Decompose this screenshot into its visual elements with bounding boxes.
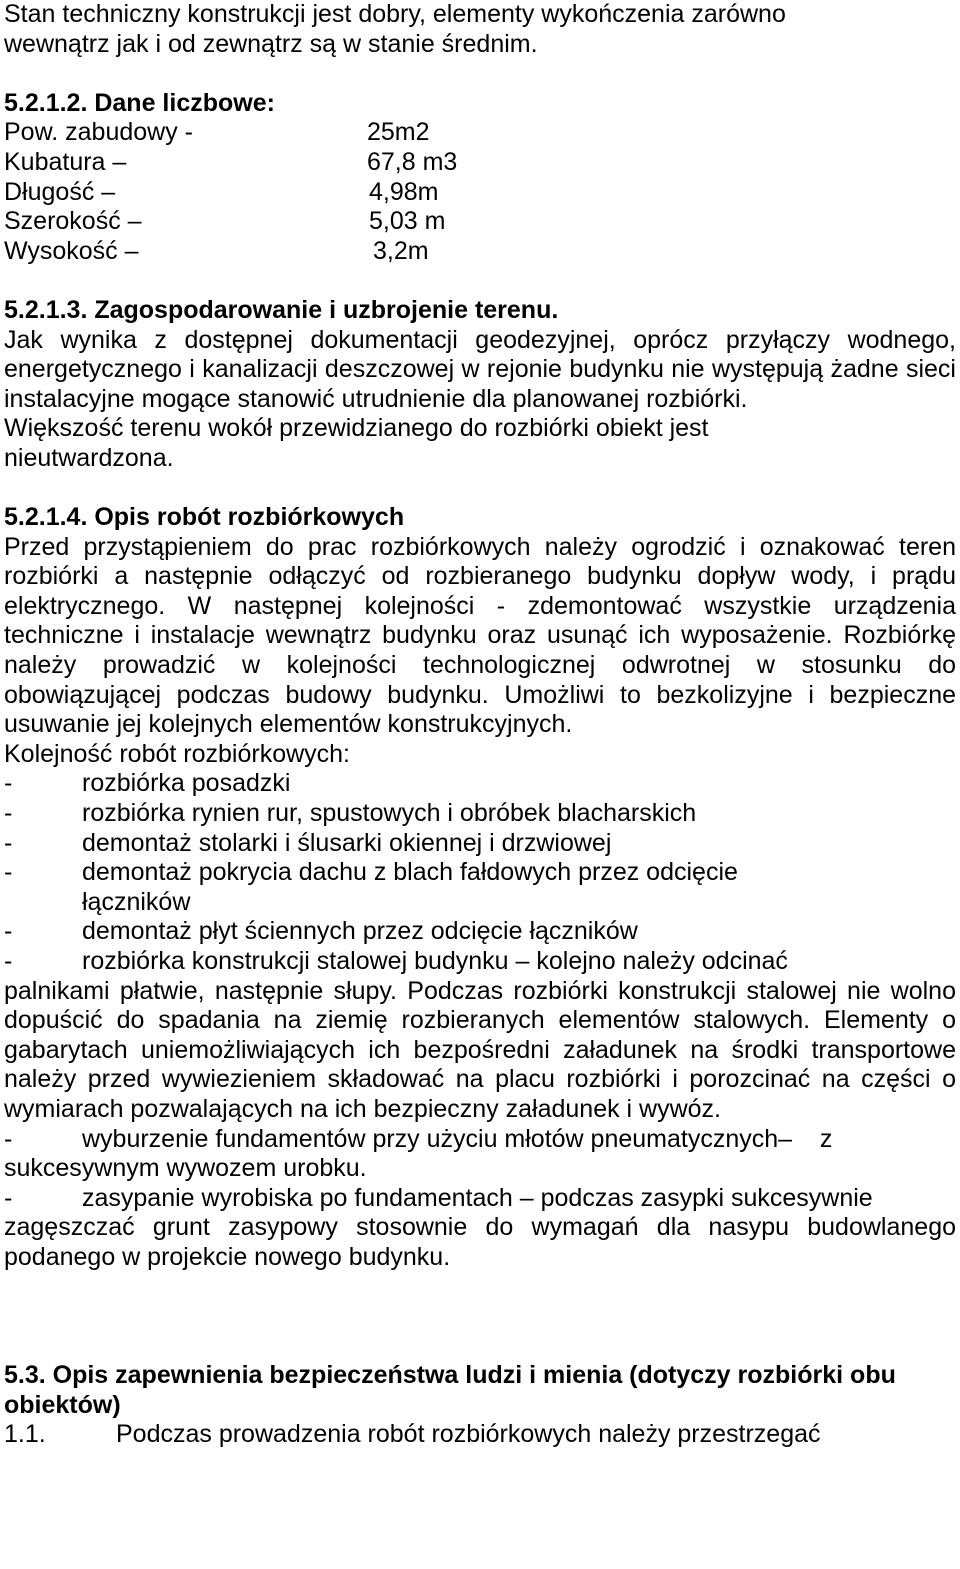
paragraph-teren-line-1: Większość terenu wokół przewidzianego do rozbiórki obiekt jest: [4, 414, 709, 443]
paragraph-opis-robot: Przed przystąpieniem do prac rozbiórkowych należy ogrodzić i oznakować teren rozbiórki a następnie odłączyć od rozbieranego budynku dopływ wody, i prądu elektrycznego. W następnej kolejności - zdemontować wszystkie urządzenia techniczne i instalacje wewnątrz budynku oraz usunąć ich wyposażenie. Rozbiórkę należy prowadzić w kolejności technologicznej odwrotnej w stosunku do obowiązującej podczas budowy budynku. Umożliwi to bezkolizyjne i bezpieczne usuwanie jej kolejnych elementów konstrukcyjnych.: [4, 532, 956, 739]
data-label: Wysokość –: [4, 236, 139, 265]
list-dash: -: [4, 947, 13, 975]
list-item-text: rozbiórka konstrukcji stalowej budynku – kolejno należy odcinać: [82, 947, 788, 975]
data-label: Długość –: [4, 177, 116, 206]
data-row: [4, 207, 956, 237]
list-item-text: rozbiórka posadzki: [82, 769, 291, 798]
document-page: [4, 0, 956, 1450]
list-item-text: demontaż płyt ściennych przez odcięcie łączników: [82, 917, 638, 946]
list-dash: -: [4, 799, 13, 828]
list-item: [4, 799, 956, 829]
data-label: Szerokość –: [4, 207, 142, 236]
list-item-continuation: zagęszczać grunt zasypowy stosownie do wymagań dla nasypu budowlanego podanego w projekcie nowego budynku.: [4, 1213, 956, 1271]
data-row: [4, 148, 956, 178]
data-value: 5,03 m: [369, 207, 446, 236]
section-heading-bezpieczenstwo: 5.3. Opis zapewnienia bezpieczeństwa ludzi i mienia (dotyczy rozbiórki obu obiektów): [4, 1361, 896, 1419]
list-item: [4, 917, 956, 947]
data-value: 4,98m: [369, 177, 439, 206]
paragraph-teren-line-2: nieutwardzona.: [4, 443, 174, 472]
intro-line-1: Stan techniczny konstrukcji jest dobry, elementy wykończenia zarówno: [4, 0, 786, 28]
item-text: Podczas prowadzenia robót rozbiórkowych należy przestrzegać: [116, 1420, 821, 1449]
list-item: [4, 858, 956, 888]
list-item: [4, 829, 956, 859]
data-value: 25m2: [367, 118, 430, 147]
list-item-text: rozbiórka rynien rur, spustowych i obróbek blacharskich: [82, 799, 697, 828]
list-item-text: zasypanie wyrobiska po fundamentach – podczas zasypki sukcesywnie: [82, 1183, 873, 1212]
section-heading-opis-robot: 5.2.1.4. Opis robót rozbiórkowych: [4, 503, 405, 532]
work-list: [4, 769, 956, 1272]
list-dash: -: [4, 1183, 13, 1212]
list-item-text: wyburzenie fundamentów przy użyciu młotów pneumatycznych– z: [82, 1124, 833, 1153]
list-item: [4, 769, 956, 799]
section-heading-zagospodarowanie: 5.2.1.3. Zagospodarowanie i uzbrojenie terenu.: [4, 295, 559, 324]
list-item: [4, 947, 956, 977]
paragraph-dokumentacja: Jak wynika z dostępnej dokumentacji geodezyjnej, oprócz przyłączy wodnego, energetycznego i kanalizacji deszczowej w rejonie budynku nie występują żadne sieci instalacyjne mogące stanowić utrudnienie dla planowanej rozbiórki.: [4, 325, 956, 413]
kolejnosc-label: Kolejność robót rozbiórkowych:: [4, 739, 350, 768]
numbered-item: [4, 1420, 956, 1450]
list-item-continuation: palnikami płatwie, następnie słupy. Podczas rozbiórki konstrukcji stalowej nie wolno dopuścić do spadania na ziemię rozbieranych elementów stalowych. Elementy o gabarytach uniemożliwiających ich bezpośredni załadunek na środki transportowe należy przed wywiezieniem składować na placu rozbiórki i porozcinać na części o wymiarach pozwalających na ich bezpieczny załadunek i wywóz.: [4, 976, 956, 1123]
list-dash: -: [4, 828, 13, 857]
list-item: [4, 1184, 956, 1214]
list-item-continuation: sukcesywnym wywozem urobku.: [4, 1154, 367, 1183]
item-number: 1.1.: [4, 1420, 46, 1449]
list-item-text: demontaż pokrycia dachu z blach fałdowych przez odcięcie: [82, 858, 738, 887]
data-value: 3,2m: [373, 236, 429, 265]
data-table: [4, 118, 956, 266]
list-item-continuation: łączników: [82, 887, 191, 916]
list-dash: -: [4, 1124, 13, 1153]
list-dash: -: [4, 917, 13, 946]
list-item: [4, 1125, 956, 1155]
list-dash: -: [4, 858, 13, 887]
list-dash: -: [4, 769, 13, 798]
list-item-text: demontaż stolarki i ślusarki okiennej i drzwiowej: [82, 828, 612, 857]
data-label: Pow. zabudowy -: [4, 118, 193, 147]
intro-line-2: wewnątrz jak i od zewnątrz są w stanie średnim.: [4, 29, 538, 58]
data-row: [4, 118, 956, 148]
data-row: [4, 178, 956, 208]
data-row: [4, 237, 956, 267]
data-value: 67,8 m3: [367, 147, 458, 176]
section-heading-dane-liczbowe: 5.2.1.2. Dane liczbowe:: [4, 88, 275, 117]
data-label: Kubatura –: [4, 147, 127, 176]
